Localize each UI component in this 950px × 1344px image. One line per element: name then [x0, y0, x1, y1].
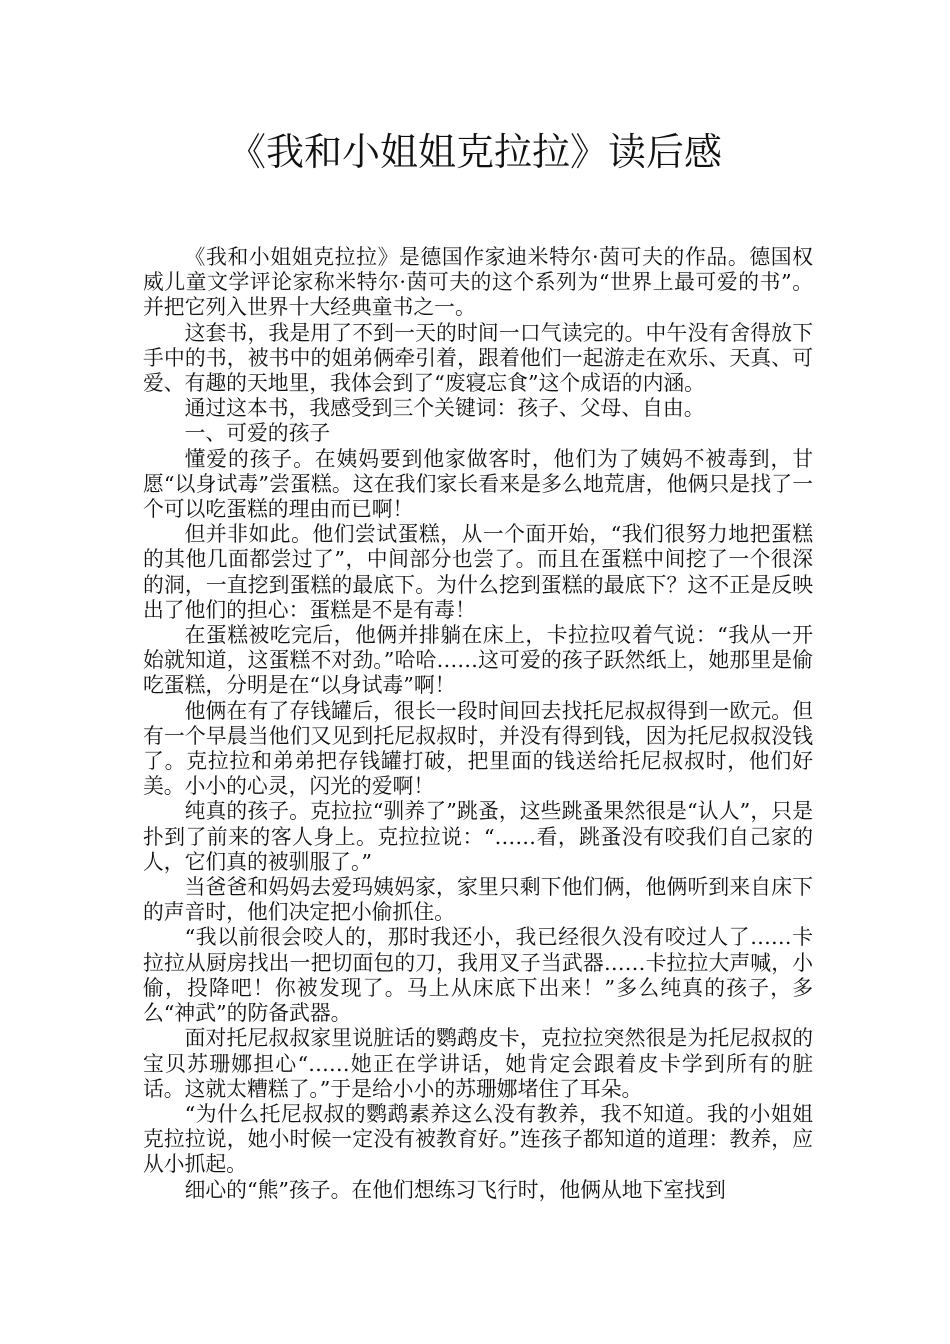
document-title: 《我和小姐姐克拉拉》读后感 — [227, 130, 722, 174]
paragraph: 但并非如此。他们尝试蛋糕，从一个面开始，“我们很努力地把蛋糕的其他几面都尝过了”，中间部分也尝了。而且在蛋糕中间挖了一个很深的洞，一直挖到蛋糕的最底下。为什么挖到蛋糕的最底下？这不正是反映出了他们的担心：蛋糕是不是有毒！ — [143, 522, 813, 622]
document-body — [143, 245, 813, 1203]
paragraph: 通过这本书，我感受到三个关键词：孩子、父母、自由。 — [184, 396, 705, 421]
paragraph: 《我和小姐姐克拉拉》是德国作家迪米特尔·茵可夫的作品。德国权威儿童文学评论家称米特尔·茵可夫的这个系列为“世界上最可爱的书”。并把它列入世界十大经典童书之一。 — [143, 245, 813, 320]
section-heading: 一、可爱的孩子 — [184, 421, 331, 446]
paragraph: 纯真的孩子。克拉拉“驯养了”跳蚤，这些跳蚤果然很是“认人”，只是扑到了前来的客人身上。克拉拉说：“……看，跳蚤没有咬我们自己家的人，它们真的被驯服了。” — [143, 799, 813, 874]
paragraph: 他俩在有了存钱罐后，很长一段时间回去找托尼叔叔得到一欧元。但有一个早晨当他们又见到托尼叔叔时，并没有得到钱，因为托尼叔叔没钱了。克拉拉和弟弟把存钱罐打破，把里面的钱送给托尼叔叔时，他们好美。小小的心灵，闪光的爱啊！ — [143, 698, 813, 799]
paragraph: 面对托尼叔叔家里说脏话的鹦鹉皮卡，克拉拉突然很是为托尼叔叔的宝贝苏珊娜担心“……她正在学讲话，她肯定会跟着皮卡学到所有的脏话。这就太糟糕了。”于是给小小的苏珊娜堵住了耳朵。 — [143, 1026, 813, 1101]
paragraph: 细心的“熊”孩子。在他们想练习飞行时，他俩从地下室找到 — [184, 1177, 726, 1202]
paragraph: 这套书，我是用了不到一天的时间一口气读完的。中午没有舍得放下手中的书，被书中的姐弟俩牵引着，跟着他们一起游走在欢乐、天真、可爱、有趣的天地里，我体会到了“废寝忘食”这个成语的内涵。 — [143, 320, 813, 396]
paragraph: “为什么托尼叔叔的鹦鹉素养这么没有教养，我不知道。我的小姐姐克拉拉说，她小时候一定没有被教育好。”连孩子都知道的道理：教养，应从小抓起。 — [143, 1101, 813, 1177]
paragraph: 在蛋糕被吃完后，他俩并排躺在床上，卡拉拉叹着气说：“我从一开始就知道，这蛋糕不对劲。”哈哈……这可爱的孩子跃然纸上，她那里是偷吃蛋糕，分明是在“以身试毒”啊！ — [143, 623, 813, 698]
paragraph: 当爸爸和妈妈去爱玛姨妈家，家里只剩下他们俩，他俩听到来自床下的声音时，他们决定把小偷抓住。 — [143, 875, 813, 925]
paragraph: 懂爱的孩子。在姨妈要到他家做客时，他们为了姨妈不被毒到，甘愿“以身试毒”尝蛋糕。这在我们家长看来是多么地荒唐，他俩只是找了一个可以吃蛋糕的理由而已啊！ — [143, 446, 813, 522]
paragraph: “我以前很会咬人的，那时我还小，我已经很久没有咬过人了……卡拉拉从厨房找出一把切面包的刀，我用叉子当武器……卡拉拉大声喊，小偷，投降吧！你被发现了。马上从床底下出来！”多么纯真的孩子，多么“神武”的防备武器。 — [143, 925, 813, 1026]
